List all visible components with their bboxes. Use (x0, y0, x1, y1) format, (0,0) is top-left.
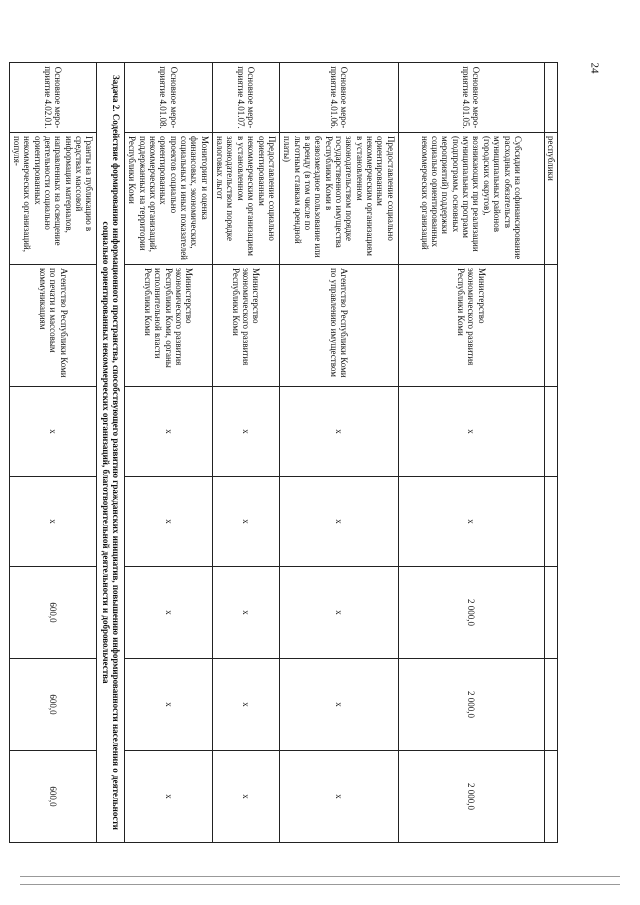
value-cell: х (212, 751, 279, 843)
value-cell: х (279, 659, 398, 751)
value-cell: 600,0 (9, 751, 97, 843)
value-cell: 2 000,0 (398, 659, 544, 751)
value-cell: х (125, 477, 213, 567)
page-number: 24 (588, 62, 601, 74)
value-cell: х (9, 477, 97, 567)
task-heading: Задача 2. Содействие формированию информационного пространства, способствующего развитию гражданских инициатив, повышению информированности населения о деятельности социально ориентированных некоммерческих организаций, благотворительной деятельности и добровольчества (97, 63, 125, 843)
measure-code: Основное меро-приятие 4.02.01. (9, 63, 97, 133)
measure-code: Основное меро-приятие 4.01.05. (398, 63, 544, 133)
table-row (9, 63, 97, 843)
value-cell: х (212, 567, 279, 659)
continuation-text: республики (544, 133, 557, 265)
bottom-divider (20, 876, 620, 877)
measure-responsible: Министерство экономического развития Республики Коми (398, 265, 544, 387)
bottom-divider (20, 884, 620, 885)
rotated-page-content (11, 62, 558, 842)
value-cell: х (9, 387, 97, 477)
value-cell: х (279, 567, 398, 659)
continuation-row (544, 63, 557, 843)
table-row (279, 63, 398, 843)
value-cell: х (212, 477, 279, 567)
table-row (125, 63, 213, 843)
measure-name: Предоставление социально ориентированным некоммерческим организациям в установленном законодательством порядке государственного имущества Республики Коми в безвозмездное пользование или в аренду (в том числе по льготным ставкам арендной платы) (279, 133, 398, 265)
value-cell: х (279, 477, 398, 567)
measure-code: Основное меро-приятие 4.01.06. (279, 63, 398, 133)
table-row (212, 63, 279, 843)
value-cell: х (125, 659, 213, 751)
measure-responsible: Агентство Республики Коми по управлению имуществом (279, 265, 398, 387)
value-cell: 600,0 (9, 659, 97, 751)
value-cell: х (279, 751, 398, 843)
measure-name: Мониторинг и оценка финансовых, экономических, социальных и иных показателей проектов социально ориентированных некоммерческих организаций, поддержанных на территории Республики Коми (125, 133, 213, 265)
program-measures-table (9, 62, 558, 843)
value-cell: х (212, 387, 279, 477)
measure-name: Предоставление социально ориентированным некоммерческим организациям в установленном законодательством порядке налоговых льгот (212, 133, 279, 265)
value-cell: х (125, 751, 213, 843)
value-cell: 2 000,0 (398, 751, 544, 843)
program-table-sheet (11, 62, 558, 842)
measure-responsible: Агентство Республики Коми по печати и массовым коммуникациям (9, 265, 97, 387)
value-cell: х (125, 387, 213, 477)
task-row (97, 63, 125, 843)
value-cell: х (212, 659, 279, 751)
measure-responsible: Министерство экономического развития Республики Коми (212, 265, 279, 387)
value-cell: х (279, 387, 398, 477)
value-cell: 600,0 (9, 567, 97, 659)
measure-code: Основное меро-приятие 4.01.07. (212, 63, 279, 133)
value-cell: х (398, 387, 544, 477)
table-row (398, 63, 544, 843)
value-cell: х (398, 477, 544, 567)
measure-code: Основное меро-приятие 4.01.08. (125, 63, 213, 133)
measure-responsible: Министерство экономического развития Республики Коми, органы исполнительной власти Республики Коми (125, 265, 213, 387)
value-cell: х (125, 567, 213, 659)
measure-name: Субсидии на софинансирование расходных обязательств муниципальных районов (городских округов), возникающих при реализации муниципальных программ (подпрограмм, основных мероприятий) поддержки социально ориентированных некоммерческих организаций (398, 133, 544, 265)
value-cell: 2 000,0 (398, 567, 544, 659)
measure-name: Гранты на публикацию в средствах массовой информации материалов, направленных на освещение деятельности социально ориентированных некоммерческих организаций, популя- (9, 133, 97, 265)
